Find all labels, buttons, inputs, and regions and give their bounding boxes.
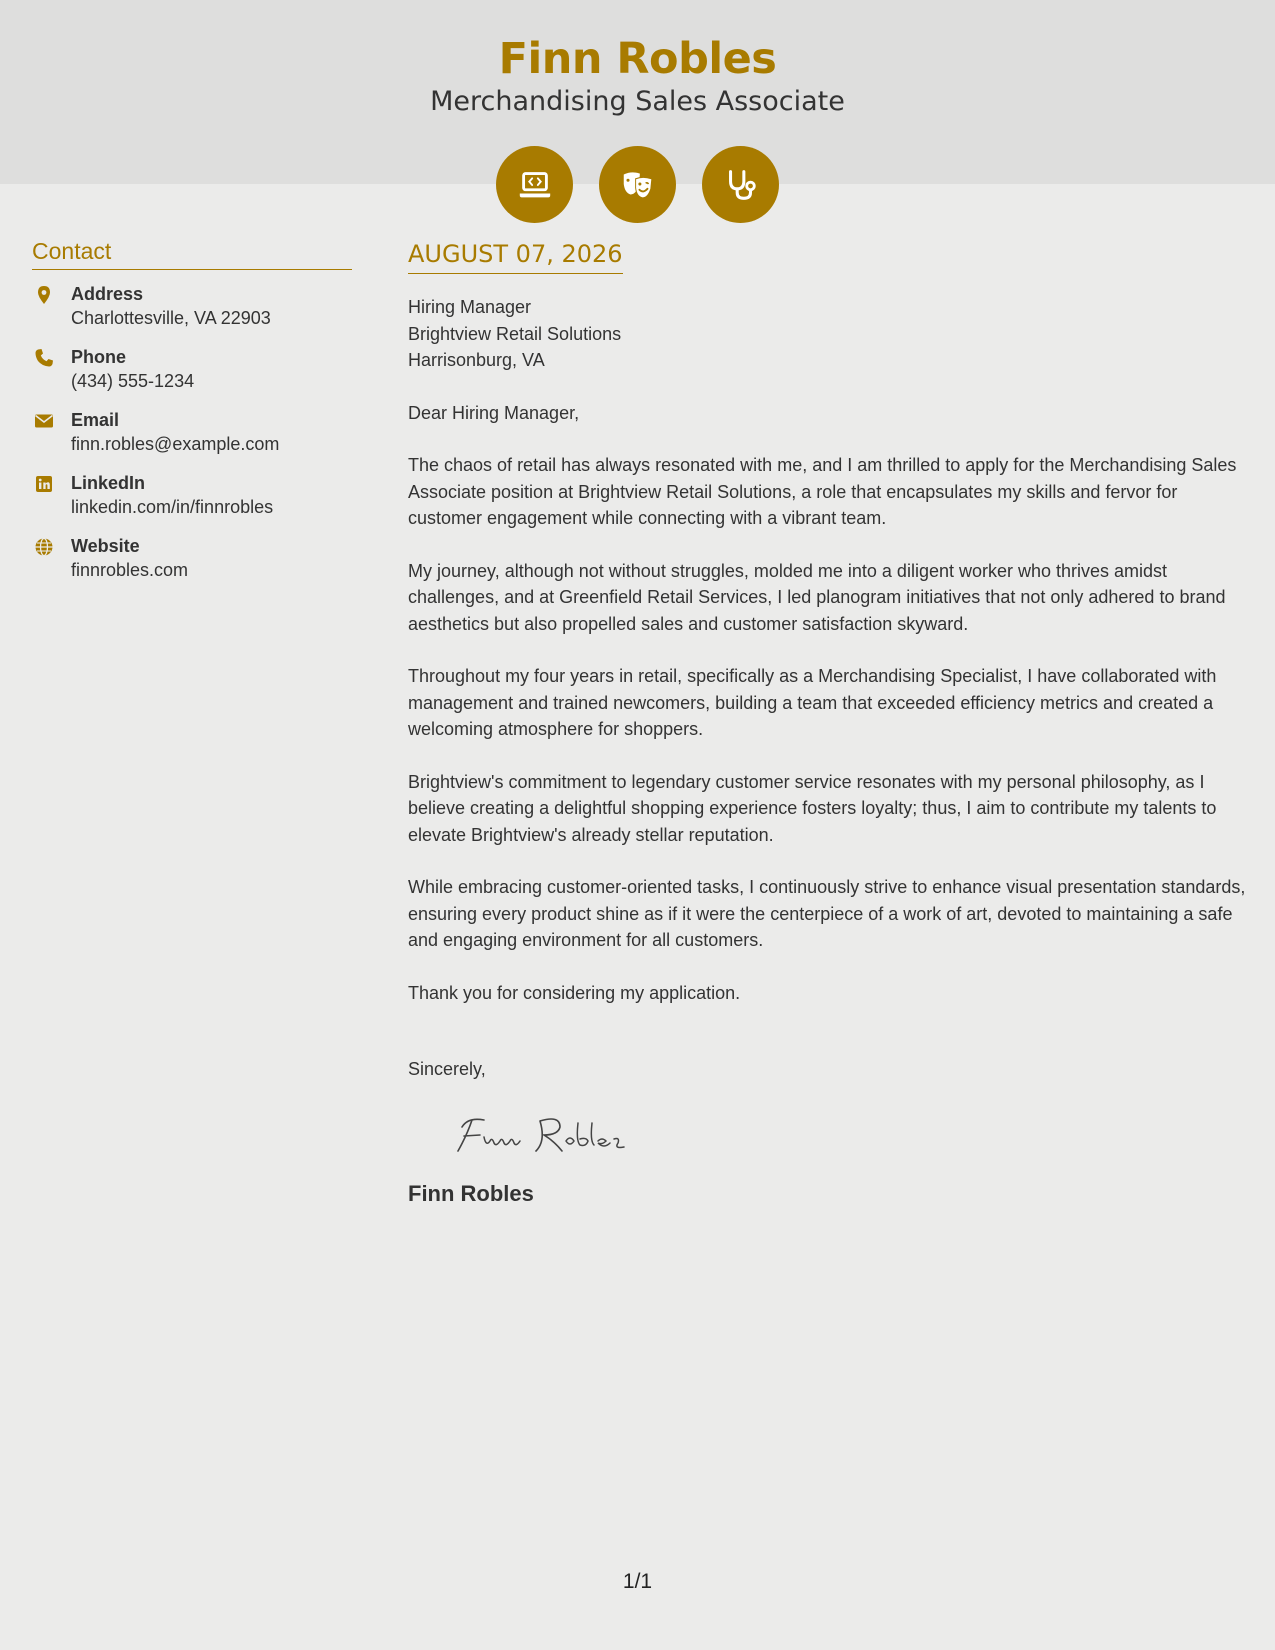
map-pin-icon: [34, 285, 54, 305]
theater-masks-icon: [619, 166, 657, 204]
signature-image: [448, 1111, 1246, 1159]
laptop-code-icon: [516, 166, 554, 204]
envelope-icon: [34, 411, 54, 431]
salutation: Dear Hiring Manager,: [408, 402, 580, 423]
recipient-company: Brightview Retail Solutions: [408, 323, 622, 344]
paragraph: Brightview's commitment to legendary customer service resonates with my personal philosophy, as I believe creating a delightful shopping experience fosters loyalty; thus, I aim to contribute my talents to elevate Brightview's already stellar reputation.: [408, 771, 1217, 845]
paragraph: Throughout my four years in retail, specifically as a Merchandising Specialist, I have collaborated with management and trained newcomers, building a team that exceeded efficiency metrics and created a welcoming atmosphere for shoppers.: [408, 666, 1217, 739]
letter-body: [408, 240, 1246, 1207]
signer-name: Finn Robles: [408, 1180, 534, 1206]
linkedin-value[interactable]: linkedin.com/in/finnrobles: [71, 497, 274, 517]
phone-label: Phone: [71, 347, 127, 367]
paragraph: My journey, although not without struggles, molded me into a diligent worker who thrives amidst challenges, and at Greenfield Retail Services, I led planogram initiatives that not only adhered to brand aesthetics but also propelled sales and customer satisfaction skyward.: [408, 560, 1226, 634]
thank-you-line: Thank you for considering my application.: [408, 982, 741, 1003]
phone-icon: [34, 348, 54, 368]
linkedin-icon: [34, 474, 54, 494]
phone-value: (434) 555-1234: [71, 371, 195, 391]
linkedin-label: LinkedIn: [71, 473, 146, 493]
contact-heading: Contact: [32, 238, 352, 270]
address-label: Address: [71, 284, 144, 304]
recipient-block: [408, 294, 1246, 374]
address-value: Charlottesville, VA 22903: [71, 308, 271, 328]
website-label: Website: [71, 536, 140, 556]
globe-icon: [34, 537, 54, 557]
contact-website: [32, 534, 352, 585]
candidate-role: Merchandising Sales Associate: [430, 86, 845, 117]
email-value[interactable]: finn.robles@example.com: [71, 434, 280, 454]
paragraph: The chaos of retail has always resonated with me, and I am thrilled to apply for the Merchandising Sales Associate position at Brightview Retail Solutions, a role that encapsulates my skills and fervor for customer engagement while connecting with a vibrant team.: [408, 455, 1237, 528]
page-number: 1/1: [622, 1570, 653, 1593]
contact-email: [32, 408, 352, 459]
theater-masks-badge: [599, 146, 676, 223]
recipient-name: Hiring Manager: [408, 297, 532, 317]
website-value[interactable]: finnrobles.com: [71, 560, 189, 580]
contact-sidebar: [32, 238, 352, 585]
stethoscope-badge: [702, 146, 779, 223]
paragraph: While embracing customer-oriented tasks, I continuously strive to enhance visual presentation standards, ensuring every product shine as if it were the centerpiece of a work of art, devoted to maintaining a safe and engaging environment for all customers.: [408, 877, 1246, 950]
email-label: Email: [71, 410, 120, 430]
contact-address: [32, 282, 352, 333]
letter-date: AUGUST 07, 2026: [408, 240, 623, 274]
candidate-name: Finn Robles: [498, 34, 777, 84]
closing: Sincerely,: [408, 1059, 486, 1079]
contact-phone: [32, 345, 352, 396]
recipient-location: Harrisonburg, VA: [408, 350, 545, 370]
contact-linkedin: [32, 471, 352, 522]
icon-badges: [496, 146, 779, 223]
stethoscope-icon: [722, 166, 760, 204]
laptop-code-badge: [496, 146, 573, 223]
